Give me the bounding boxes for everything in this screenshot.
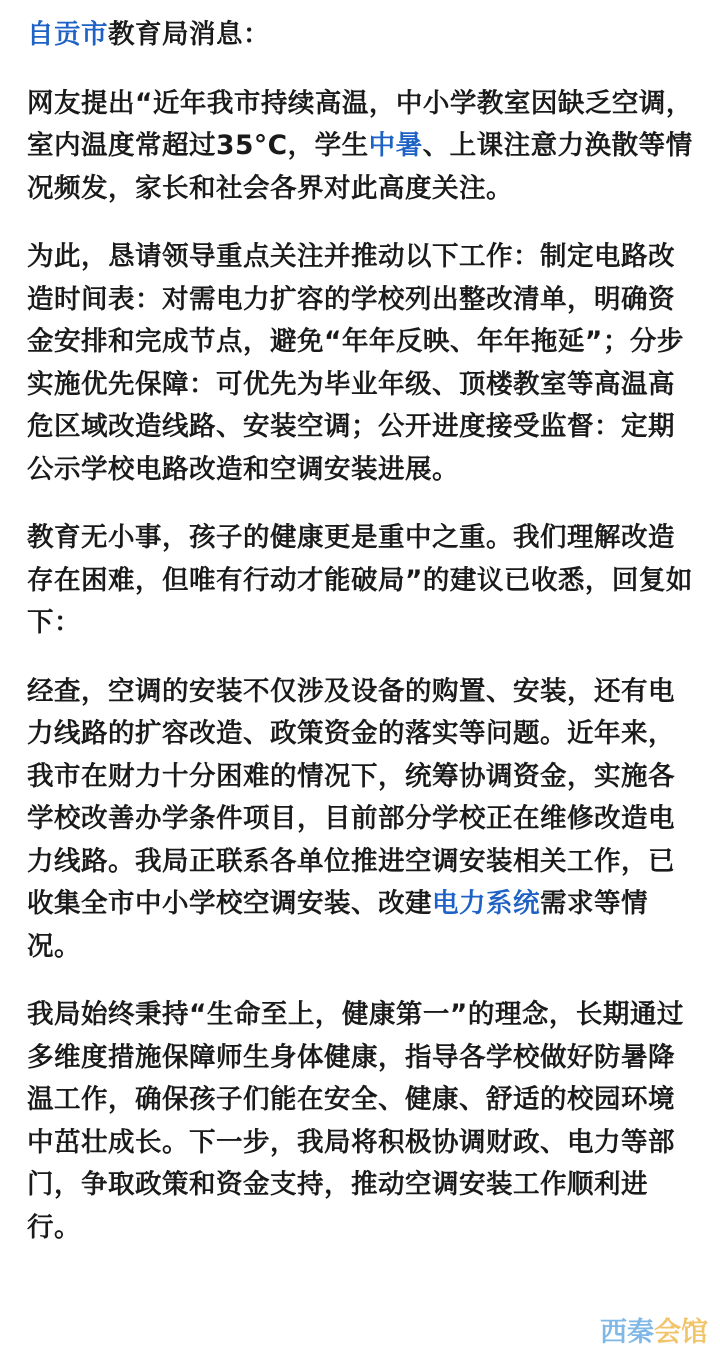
paragraph-netizen-proposal: [27, 83, 695, 211]
paragraph-commitment: 我局始终秉持“生命至上，健康第一”的理念，长期通过多维度措施保障师生身体健康，指导各学校做好防暑降温工作，确保孩子们能在安全、健康、舒适的校园环境中茁壮成长。下一步，我局将积极协调财政、电力等部门，争取政策和资金支持，推动空调安装工作顺利进行。: [27, 999, 684, 1243]
paragraph-text: 、上课注意力涣散等情况频发，家长和社会各界对此高度关注。: [27, 130, 693, 204]
watermark-logo: 西秦会馆: [600, 1317, 708, 1348]
paragraph-text: 网友提出“近年我市持续高温，中小学教室因缺乏空调，室内温度常超过35°C，学生: [27, 87, 693, 161]
article-body: [27, 14, 695, 1249]
paragraph-text: 经查，空调的安装不仅涉及设备的购置、安装，还有电力线路的扩容改造、政策资金的落实等问题。近年来，我市在财力十分困难的情况下，统筹协调资金，实施各学校改善办学条件项目，目前部分学校正在维修改造电力线路。我局正联系各单位推进空调安装相关工作，已收集全市中小学校空调安装、改建: [27, 675, 675, 919]
paragraph-text: 需求等情况。: [27, 888, 648, 962]
paragraph-requests: 为此，恳请领导重点关注并推动以下工作：制定电路改造时间表：对需电力扩容的学校列出整改清单，明确资金安排和完成节点，避免“年年反映、年年拖延”；分步实施优先保障：可优先为毕业年级、顶楼教室等高温高危区域改造线路、安装空调；公开进度接受监督：定期公示学校电路改造和空调安装进展。: [27, 241, 684, 485]
location-link[interactable]: 自贡市: [27, 19, 108, 50]
heading-text: 教育局消息：: [108, 19, 270, 50]
heatstroke-link[interactable]: 中暑: [368, 130, 423, 161]
article-heading: [27, 14, 695, 57]
paragraph-acknowledgement: 教育无小事，孩子的健康更是重中之重。我们理解改造存在困难，但唯有行动才能破局”的建议已收悉，回复如下：: [27, 522, 693, 638]
paragraph-investigation: [27, 671, 695, 969]
power-system-link[interactable]: 电力系统: [432, 888, 540, 919]
